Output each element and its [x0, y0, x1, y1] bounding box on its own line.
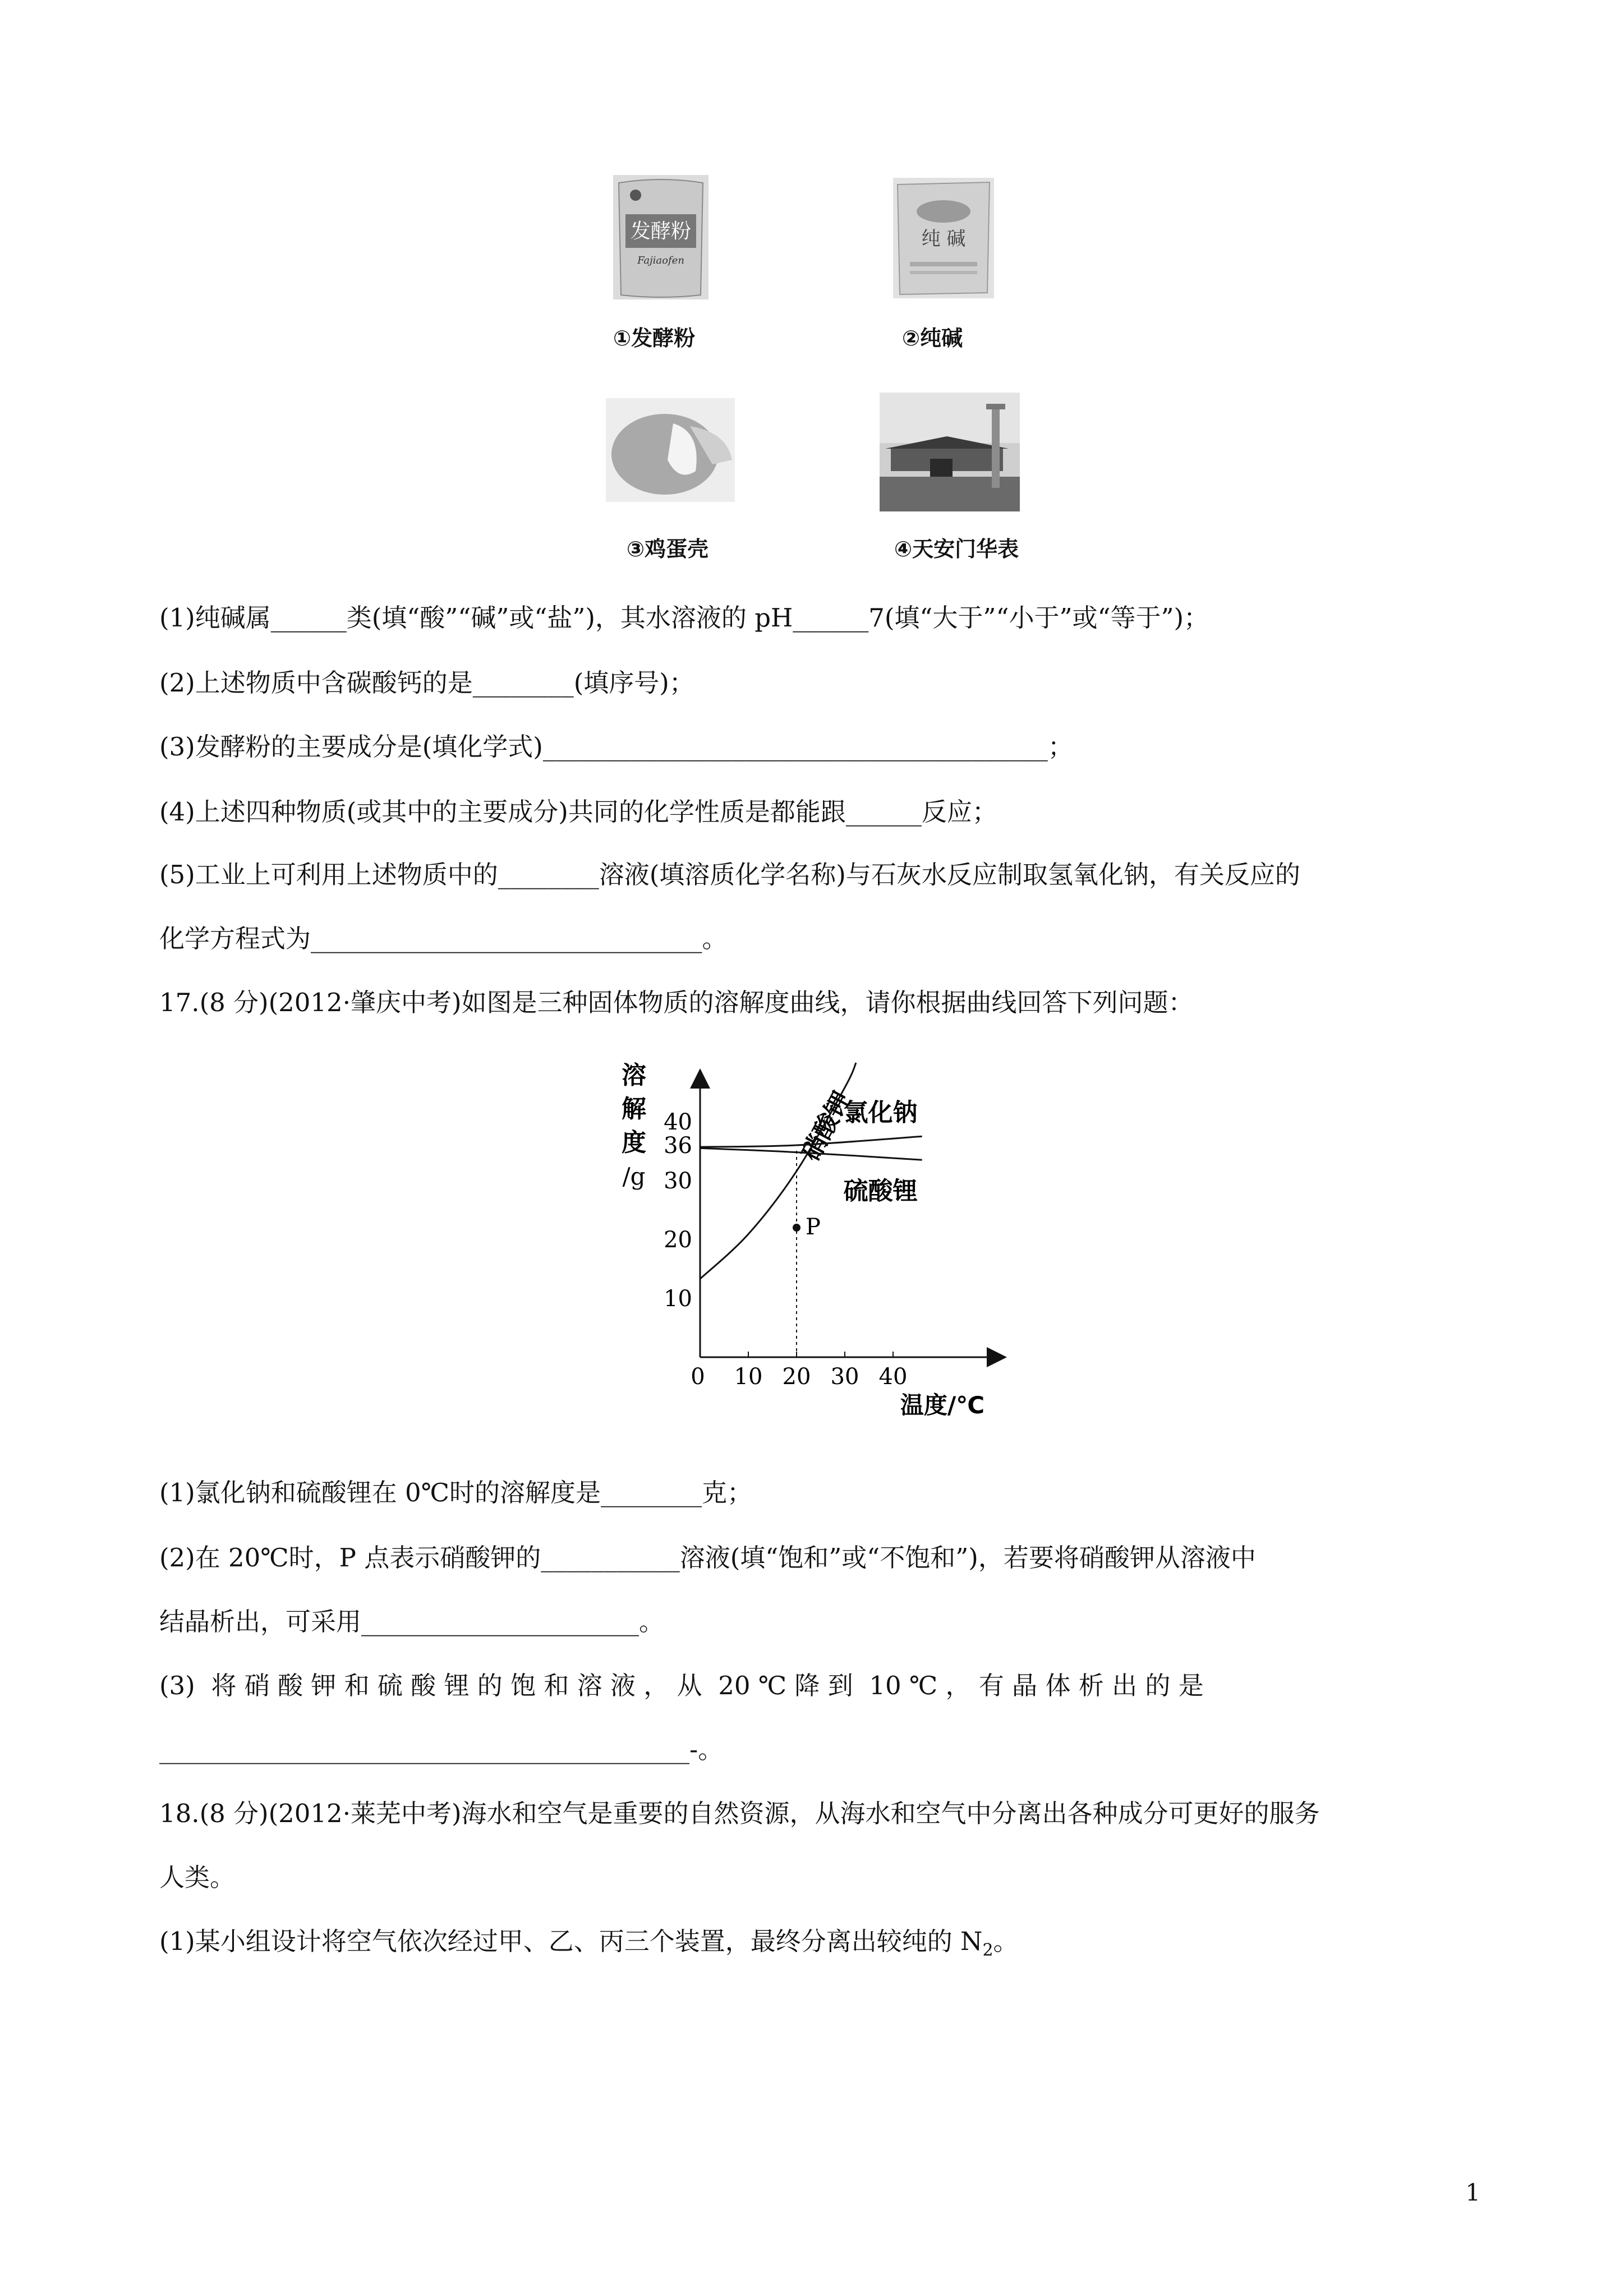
svg-text:解: 解	[622, 1095, 646, 1123]
figure-caption-2: ②纯碱	[902, 326, 963, 351]
figure-caption-4: ④天安门华表	[894, 537, 1019, 561]
series-label-2: 氯化钠	[843, 1098, 918, 1127]
q18-part1	[159, 1925, 1019, 1967]
soda-ash-photo	[893, 178, 994, 298]
y-tick-label: 40	[664, 1109, 692, 1135]
q17-part2a: (2)在 20℃时，P 点表示硝酸钾的___________溶液(填“饱和”或“不饱和”)，若要将硝酸钾从溶液中	[159, 1543, 1256, 1573]
q18-part1-end: 。	[993, 1926, 1019, 1956]
page-number: 1	[1465, 2179, 1480, 2206]
q17-stem: 17.(8 分)(2012·肇庆中考)如图是三种固体物质的溶解度曲线，请你根据曲线回答下列问题：	[159, 988, 1194, 1017]
x-axis-label: 温度/℃	[900, 1391, 985, 1419]
x-tick-label: 10	[734, 1364, 763, 1390]
series-label-1: 硝酸钾	[796, 1086, 857, 1166]
y-tick-label: 10	[664, 1286, 692, 1312]
solubility-chart-svg	[606, 1054, 1010, 1436]
x-tick-label: 0	[691, 1364, 705, 1390]
q17-part3b: __________________________________________-。	[159, 1735, 724, 1764]
point-label: P	[806, 1214, 821, 1240]
bag-label-text: 纯 碱	[921, 228, 966, 250]
baking-powder-bag-image	[613, 175, 709, 299]
q16-part2: (2)上述物质中含碳酸钙的是________(填序号)；	[159, 668, 694, 698]
q16-part3: (3)发酵粉的主要成分是(填化学式)________________________________________；	[159, 732, 1073, 762]
y-tick-label: 36	[664, 1133, 692, 1159]
point-marker	[793, 1224, 801, 1232]
y-tick-label: 20	[664, 1227, 692, 1253]
x-tick-label: 40	[878, 1364, 908, 1390]
svg-text:/g: /g	[622, 1163, 646, 1190]
q18-part1-subscript: 2	[982, 1940, 993, 1960]
y-axis-label	[622, 1061, 646, 1190]
q17-part2b: 结晶析出，可采用______________________。	[159, 1607, 665, 1636]
solubility-chart	[606, 1054, 1010, 1436]
q16-part5a: (5)工业上可利用上述物质中的________溶液(填溶质化学名称)与石灰水反应制取氢氧化钠，有关反应的	[159, 860, 1300, 889]
q18-stem-b: 人类。	[159, 1862, 236, 1892]
figure-caption-3: ③鸡蛋壳	[627, 537, 709, 561]
y-tick-label: 30	[664, 1168, 692, 1194]
svg-text:溶: 溶	[622, 1061, 646, 1090]
baking-powder-photo	[613, 175, 709, 299]
q18-stem-a: 18.(8 分)(2012·莱芜中考)海水和空气是重要的自然资源，从海水和空气中分离出各种成分可更好的服务	[159, 1799, 1320, 1828]
q18-part1-text: (1)某小组设计将空气依次经过甲、乙、丙三个装置，最终分离出较纯的 N	[159, 1926, 983, 1956]
q16-part1: (1)纯碱属______类(填“酸”“碱”或“盐”)，其水溶液的 pH______7(填“大于”“小于”或“等于”)；	[159, 603, 1209, 633]
bag-sub-text: Fajiaofen	[637, 255, 684, 266]
tiananmen-image	[880, 393, 1020, 511]
x-tick-label: 30	[830, 1364, 859, 1390]
q17-part1: (1)氯化钠和硫酸锂在 0℃时的溶解度是________克；	[159, 1478, 753, 1507]
x-tick-label: 20	[782, 1364, 811, 1390]
figure-caption-1: ①发酵粉	[613, 326, 696, 351]
tiananmen-photo	[880, 393, 1020, 511]
bag-label-text: 发酵粉	[630, 220, 692, 243]
soda-ash-bag-image	[893, 178, 994, 298]
q17-part3a: (3) 将 硝 酸 钾 和 硫 酸 锂 的 饱 和 溶 液 ， 从 20 ℃ 降 到 10 ℃ ， 有 晶 体 析 出 的 是	[159, 1671, 1204, 1700]
svg-text:度: 度	[622, 1128, 646, 1157]
eggshell-image	[606, 398, 735, 502]
q16-part5b: 化学方程式为_______________________________。	[159, 924, 728, 953]
q16-part4: (4)上述四种物质(或其中的主要成分)共同的化学性质是都能跟______反应；	[159, 797, 997, 827]
eggshell-photo	[606, 398, 735, 502]
series-label-3: 硫酸锂	[843, 1177, 918, 1206]
